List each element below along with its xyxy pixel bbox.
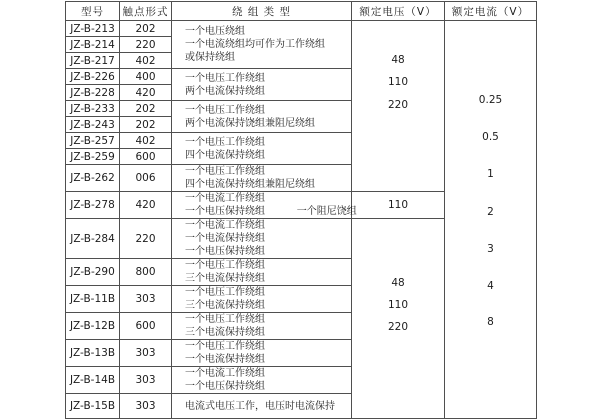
winding-line: 一个电压保持绕组 (185, 246, 265, 257)
relay-spec-table (65, 1, 537, 419)
current-value: 1 (487, 168, 494, 180)
winding-cell (172, 101, 352, 133)
model-cell: JZ-B-226 (66, 69, 120, 85)
winding-cell (172, 367, 352, 394)
winding-line: 一个电流保持绕组 (185, 233, 265, 244)
contact-cell: 202 (120, 117, 172, 133)
winding-line: 电流式电压工作，电压时电流保持 (185, 400, 335, 412)
current-value: 2 (487, 206, 494, 218)
col-header-contact: 触点形式 (120, 2, 172, 21)
contact-cell: 400 (120, 69, 172, 85)
model-cell: JZ-B-15B (66, 394, 120, 419)
voltage-value: 110 (387, 299, 409, 311)
winding-line: 四个电流保持绕组 (185, 149, 265, 161)
model-cell: JZ-B-12B (66, 313, 120, 340)
winding-cell (172, 259, 352, 286)
winding-cell (172, 394, 352, 419)
contact-cell: 303 (120, 340, 172, 367)
col-header-winding: 绕 组 类 型 (172, 2, 352, 21)
model-cell: JZ-B-284 (66, 219, 120, 259)
voltage-cell: 110 (352, 192, 445, 219)
col-header-model: 型号 (66, 2, 120, 21)
contact-cell: 800 (120, 259, 172, 286)
contact-cell: 303 (120, 286, 172, 313)
voltage-value: 220 (387, 321, 409, 333)
contact-cell: 303 (120, 394, 172, 419)
voltage-value: 220 (387, 99, 409, 111)
winding-line: 一个电压绕组 (185, 26, 245, 37)
model-cell: JZ-B-262 (66, 165, 120, 192)
winding-line: 三个电流保持绕组 (185, 327, 265, 338)
winding-line: 一个电压工作绕组 (185, 166, 265, 177)
winding-line: 一个电压工作绕组 (185, 260, 265, 271)
contact-cell: 420 (120, 192, 172, 219)
current-cell (445, 21, 537, 419)
model-cell: JZ-B-278 (66, 192, 120, 219)
voltage-cell (352, 219, 445, 419)
winding-line: 一个电压工作绕组 (185, 136, 265, 148)
model-cell: JZ-B-257 (66, 133, 120, 149)
winding-cell (172, 192, 357, 219)
contact-cell: 402 (120, 53, 172, 69)
voltage-value: 48 (391, 277, 405, 289)
winding-line: 两个电流保持饶组兼阻尼绕组 (185, 117, 315, 129)
winding-line: 一个电压保持绕组 一个阻尼饶组 (185, 206, 357, 217)
winding-line: 一个电压工作绕组 (185, 72, 265, 84)
voltage-cell (352, 21, 445, 192)
current-value: 0.5 (482, 131, 499, 143)
model-cell: JZ-B-213 (66, 21, 120, 37)
current-value: 8 (487, 316, 494, 328)
current-value: 0.25 (478, 94, 503, 106)
winding-line: 一个电流工作绕组 (185, 220, 265, 231)
contact-cell: 303 (120, 367, 172, 394)
contact-cell: 220 (120, 37, 172, 53)
current-value: 3 (487, 243, 494, 255)
winding-line: 一个电流保持绕组 (185, 354, 265, 365)
voltage-value: 48 (391, 54, 405, 66)
col-header-current: 额定电流（V） (445, 2, 537, 21)
model-cell: JZ-B-243 (66, 117, 120, 133)
winding-line: 四个电流保持绕组兼阻尼绕组 (185, 179, 315, 190)
model-cell: JZ-B-228 (66, 85, 120, 101)
winding-cell (172, 133, 352, 165)
contact-cell: 006 (120, 165, 172, 192)
winding-line: 一个电压工作绕组 (185, 287, 265, 298)
winding-line: 两个电流保持绕组 (185, 85, 265, 97)
contact-cell: 202 (120, 21, 172, 37)
header-row (66, 2, 537, 21)
contact-cell: 402 (120, 133, 172, 149)
winding-line: 一个电压工作绕组 (185, 104, 265, 116)
model-cell: JZ-B-14B (66, 367, 120, 394)
table-row (66, 21, 537, 37)
contact-cell: 600 (120, 313, 172, 340)
model-cell: JZ-B-13B (66, 340, 120, 367)
model-cell: JZ-B-217 (66, 53, 120, 69)
winding-cell (172, 21, 352, 69)
contact-cell: 220 (120, 219, 172, 259)
model-cell: JZ-B-233 (66, 101, 120, 117)
winding-cell (172, 340, 352, 367)
winding-line: 三个电流保持绕组 (185, 273, 265, 284)
winding-cell (172, 286, 352, 313)
col-header-voltage: 额定电压（V） (352, 2, 445, 21)
winding-line: 一个电流绕组均可作为工作绕组 (185, 39, 325, 50)
model-cell: JZ-B-11B (66, 286, 120, 313)
winding-line: 一个电压工作绕组 (185, 341, 265, 352)
winding-line: 或保持绕组 (185, 52, 235, 63)
winding-cell (172, 313, 352, 340)
winding-cell (172, 69, 352, 101)
contact-cell: 420 (120, 85, 172, 101)
winding-cell (172, 165, 352, 192)
model-cell: JZ-B-290 (66, 259, 120, 286)
voltage-value: 110 (387, 76, 409, 88)
winding-line: 一个电压保持绕组 (185, 381, 265, 392)
winding-line: 三个电流保持绕组 (185, 300, 265, 311)
winding-line: 一个电流工作绕组 (185, 193, 265, 204)
winding-line: 一个电流工作绕组 (185, 368, 265, 379)
model-cell: JZ-B-214 (66, 37, 120, 53)
current-value: 4 (487, 280, 494, 292)
contact-cell: 600 (120, 149, 172, 165)
model-cell: JZ-B-259 (66, 149, 120, 165)
winding-cell (172, 219, 352, 259)
contact-cell: 202 (120, 101, 172, 117)
winding-line: 一个电压工作绕组 (185, 314, 265, 325)
